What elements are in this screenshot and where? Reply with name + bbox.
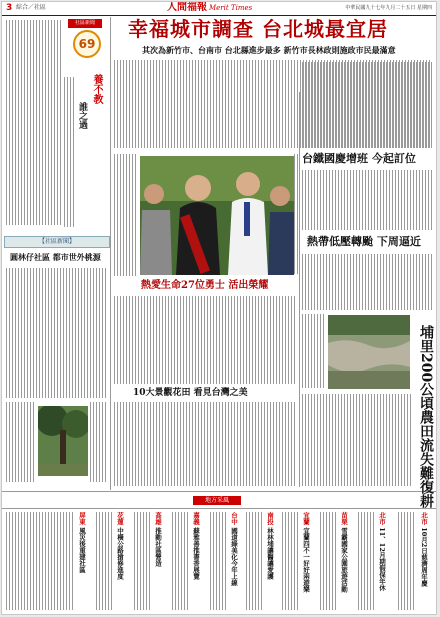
column-badge xyxy=(64,19,106,71)
local-story-headline: 花蓮 中橫公路搶修進度 xyxy=(116,512,124,580)
community-section-label: 【社區新聞】 xyxy=(4,236,110,248)
local-story-text xyxy=(96,512,112,610)
people-photo-icon xyxy=(140,156,294,275)
column-rule xyxy=(110,17,111,490)
local-story-headline: 台中 國道綠美化今年上線 xyxy=(230,512,238,586)
local-story-text xyxy=(6,512,74,610)
local-story-text xyxy=(246,512,262,610)
local-news-label: 地方采風 xyxy=(193,496,241,505)
community-body-text xyxy=(90,402,108,482)
storm-headline: 熱帶低壓轉颱 下周逼近 xyxy=(307,235,421,248)
flood-caption-text xyxy=(302,314,324,388)
local-story-headline: 宜蘭 宜蘭四不一好好兩遊樂 xyxy=(302,512,310,593)
column-rule xyxy=(299,92,300,487)
page-header xyxy=(2,2,436,16)
flood-headline: 埔里200公頃農田流失難復耕 xyxy=(418,325,434,509)
section-rule xyxy=(2,491,436,492)
flower-headline: 10大景觀花田 看見台灣之美 xyxy=(133,388,248,398)
community-body-text xyxy=(6,402,36,482)
local-story-headline: 苗栗 雪霸國家公園旅遊活動 xyxy=(340,512,348,593)
flower-story-text xyxy=(114,402,296,486)
lead-photo xyxy=(140,156,294,275)
local-story-text xyxy=(398,512,416,610)
local-story-text xyxy=(210,512,226,610)
badge-tag: 社區新聞 xyxy=(68,19,102,28)
storm-story-text xyxy=(302,254,432,310)
local-story-text xyxy=(358,512,374,610)
photo-story-text xyxy=(114,296,296,384)
flood-photo-icon xyxy=(328,315,410,389)
rail-headline: 台鐵國慶增班 今起訂位 xyxy=(302,152,416,165)
page-number: 3 xyxy=(6,3,13,13)
lead-story-text xyxy=(302,62,432,148)
local-story-headline: 北市 10月2日慈濟周年慶 xyxy=(420,512,428,587)
flood-story-text xyxy=(302,394,412,486)
badge-emblem: 69 xyxy=(73,30,101,58)
local-story-text xyxy=(320,512,336,610)
column-body-text xyxy=(64,77,74,227)
newspaper-page xyxy=(1,1,437,615)
masthead-logo-en: Merit Times xyxy=(209,4,253,12)
local-story-headline: 嘉義 蘇雅善推書香展覽 xyxy=(192,512,200,580)
community-photo xyxy=(38,406,88,476)
column-title-2: 誰之過 xyxy=(77,102,87,129)
local-story-headline: 南投 林林埔讓醫讓愛護 xyxy=(266,512,274,580)
forest-photo-icon xyxy=(38,406,88,476)
local-story-headline: 高雄 推動社區營造 xyxy=(154,512,162,567)
main-headline: 幸福城市調查 台北城最宜居 xyxy=(128,17,388,41)
community-body-text xyxy=(6,268,108,398)
local-story-text xyxy=(172,512,188,610)
local-story-headline: 北市 11、12月期假保年休 xyxy=(378,512,386,591)
section-rule xyxy=(2,508,436,509)
local-story-headline: 屏東 風災後重建社區 xyxy=(78,512,86,573)
photo-story-headline: 熱愛生命27位勇士 活出榮耀 xyxy=(141,280,269,291)
flood-photo xyxy=(328,315,410,389)
photo-caption-text xyxy=(114,154,136,276)
column-body-text xyxy=(6,20,62,225)
photo-caption-text xyxy=(294,154,298,274)
column-title: 養不教 xyxy=(91,74,102,104)
publication-date: 中華民國九十七年九月二十五日 星期四 xyxy=(345,5,432,11)
section-name: 綜合／社區 xyxy=(16,4,47,11)
main-subheadline: 其次為新竹市、台南市 台北縣進步最多 新竹市長林政則施政市民最滿意 xyxy=(142,46,396,55)
local-story-text xyxy=(134,512,150,610)
masthead-logo: 人間福報 xyxy=(167,2,207,13)
community-headline: 圓林仔社區 都市世外桃源 xyxy=(10,252,101,262)
rail-story-text xyxy=(302,170,432,230)
local-story-text xyxy=(282,512,298,610)
